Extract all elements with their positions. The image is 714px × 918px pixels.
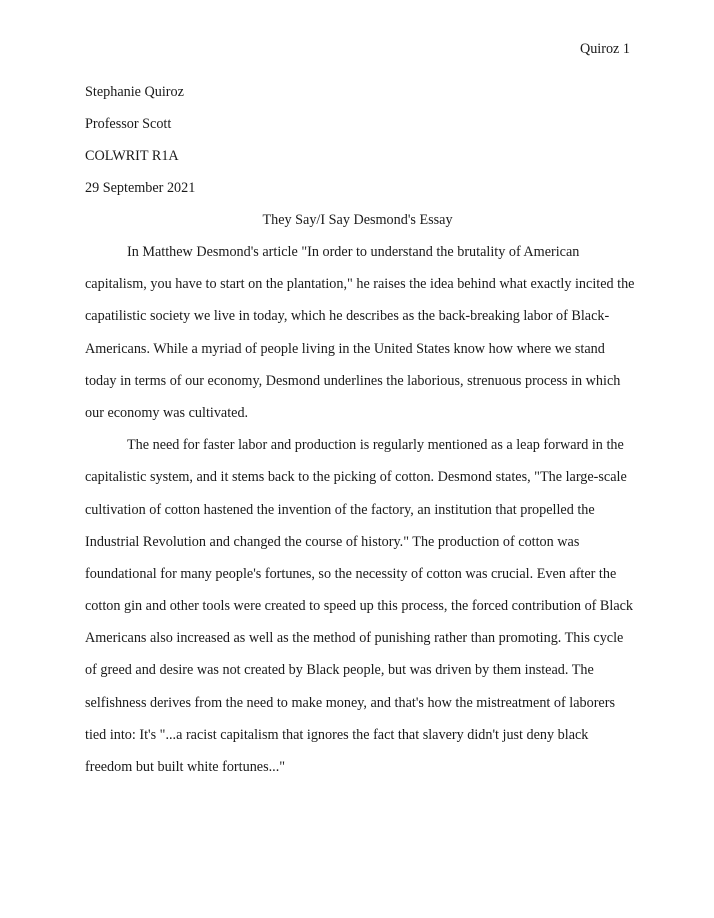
paragraph-2-line-9: selfishness derives from the need to make money, and that's how the mistreatment of laborers xyxy=(85,694,615,711)
mla-heading xyxy=(85,84,630,212)
paragraph-2-line-6: cotton gin and other tools were created to speed up this process, the forced contribution of Black xyxy=(85,598,634,615)
page-header-label: Quiroz 1 xyxy=(579,41,630,57)
paragraph-1-line-1: In Matthew Desmond's article "In order to understand the brutality of American xyxy=(127,244,580,260)
paragraph-2-line-7: Americans also increased as well as the method of punishing rather than promoting. This cycle xyxy=(85,630,624,647)
paragraph-1-line-5: today in terms of our economy, Desmond underlines the laborious, strenuous process in which xyxy=(85,372,621,389)
paragraph-2-line-5: foundational for many people's fortunes, so the necessity of cotton was crucial. Even after the xyxy=(85,565,617,582)
paragraph-1-line-6: our economy was cultivated. xyxy=(85,404,249,421)
professor-name: Professor Scott xyxy=(85,116,172,132)
paragraph-2-line-10: tied into: It's "...a racist capitalism that ignores the fact that slavery didn't just deny black xyxy=(85,726,589,743)
paragraph-1-line-4: Americans. While a myriad of people living in the United States know how where we stand xyxy=(85,340,605,357)
essay-body xyxy=(85,244,635,791)
paragraph-2-line-2: capitalistic system, and it stems back to the picking of cotton. Desmond states, "The large-scale xyxy=(85,469,627,486)
course-name: COLWRIT R1A xyxy=(85,148,179,164)
paragraph-2-line-3: cultivation of cotton hastened the invention of the factory, an institution that propelled the xyxy=(85,501,595,518)
paragraph-2-line-11: freedom but built white fortunes..." xyxy=(85,759,286,775)
paragraph-1-line-2: capitalism, you have to start on the plantation," he raises the idea behind what exactly incited the xyxy=(85,276,635,293)
paragraph-2-line-1: The need for faster labor and production is regularly mentioned as a leap forward in the xyxy=(127,437,624,454)
paragraph-2-line-8: of greed and desire was not created by Black people, but was driven by them instead. The xyxy=(85,662,594,679)
essay-date: 29 September 2021 xyxy=(85,180,196,196)
paragraph-2-line-4: Industrial Revolution and changed the course of history." The production of cotton was xyxy=(85,533,580,550)
paragraph-1-line-3: capatilistic society we live in today, which he describes as the back-breaking labor of Black- xyxy=(85,308,610,325)
essay-title: They Say/I Say Desmond's Essay xyxy=(262,212,453,228)
student-name: Stephanie Quiroz xyxy=(85,84,184,100)
